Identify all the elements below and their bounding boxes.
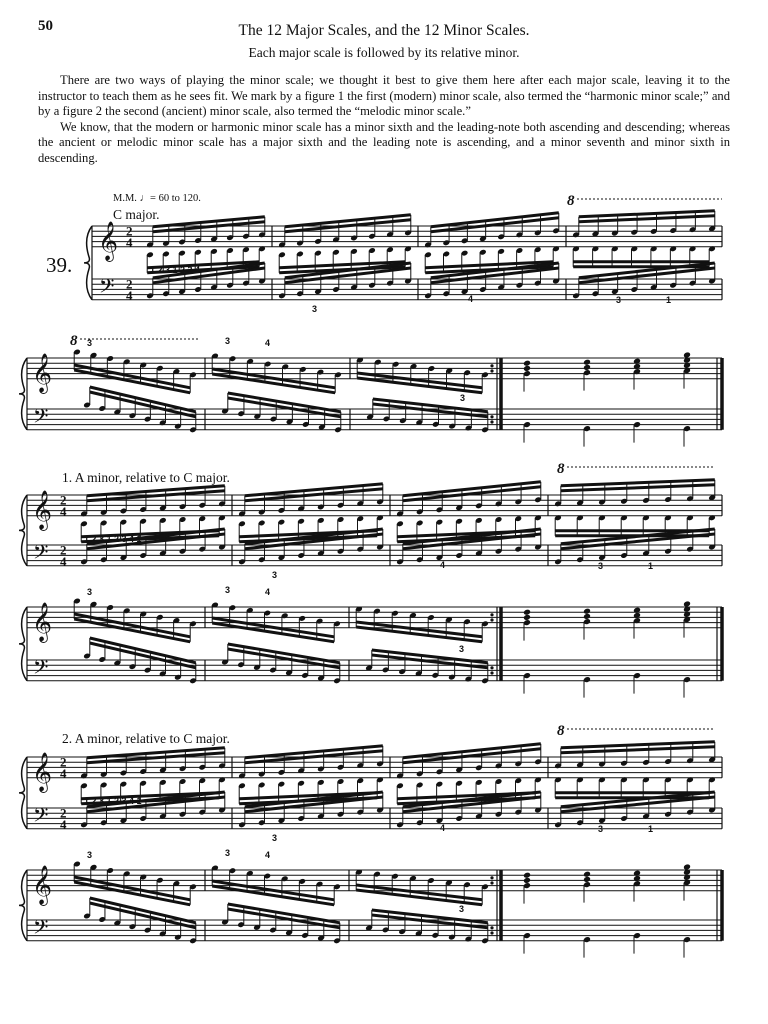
- brace: [19, 358, 27, 430]
- section-label-a-minor-harmonic: 1. A minor, relative to C major.: [62, 470, 230, 485]
- system-4-fingering: 3: [225, 585, 231, 595]
- system-4-fingering: 3: [459, 644, 465, 654]
- system-4-treble-run-beam: [212, 623, 334, 642]
- system-1-fingering: 1: [666, 294, 672, 305]
- system-2-fingering: 4: [265, 338, 271, 348]
- system-4-fingering: 4: [265, 587, 271, 597]
- bass-clef-icon: 𝄢: [33, 803, 49, 832]
- system-6-treble-chord-note: [583, 871, 591, 878]
- system-5-fingering: 3: [598, 823, 604, 834]
- time-signature-top: 2: [60, 805, 67, 821]
- system-6-treble-chord-note: [523, 872, 531, 879]
- system-5-fingering: 1 2 3 1 2 3 4 1: [84, 795, 142, 806]
- system-4-treble-chord-note: [583, 608, 591, 615]
- time-signature-bottom: 4: [60, 503, 67, 519]
- system-4-repeat-dot: [490, 613, 493, 616]
- system-2-treble-chord-note: [583, 359, 591, 366]
- bass-clef-icon: 𝄢: [33, 540, 49, 569]
- page-subtitle: Each major scale is followed by its relative minor.: [248, 45, 520, 60]
- system-4-repeat-dot: [490, 671, 493, 674]
- system-3-octave-mark: 8: [557, 461, 565, 477]
- time-signature-bottom: 4: [60, 765, 67, 781]
- system-5-fingering: 3: [272, 832, 278, 843]
- system-6-repeat-dot: [490, 926, 493, 929]
- treble-clef-icon: 𝄞: [32, 489, 53, 530]
- system-4-treble-chord-note: [523, 614, 531, 621]
- system-1-fingering: 4: [468, 293, 474, 304]
- exercise-number: 39.: [46, 253, 73, 277]
- system-6-bass-run-beam: [90, 903, 196, 928]
- treble-clef-icon: 𝄞: [32, 864, 53, 905]
- system-5-fingering: 4: [440, 822, 446, 833]
- time-signature-top: 2: [60, 754, 67, 770]
- time-signature-bottom: 4: [60, 816, 67, 832]
- time-signature-top: 2: [60, 492, 67, 508]
- system-6-repeat-dot: [490, 881, 493, 884]
- treble-clef-icon: 𝄞: [32, 751, 53, 792]
- system-5-fingering: 1: [648, 823, 654, 834]
- section-label-a-minor-melodic: 2. A minor, relative to C major.: [62, 731, 230, 746]
- time-signature-bottom: 4: [126, 287, 133, 303]
- system-2-treble-chord-note: [523, 365, 531, 372]
- bass-clef-icon: 𝄢: [33, 404, 49, 433]
- page-title: The 12 Major Scales, and the 12 Minor Scales.: [238, 22, 530, 39]
- brace: [19, 495, 27, 566]
- brace: [19, 757, 27, 829]
- system-1-octave-mark: 8: [567, 193, 575, 209]
- system-2-treble-chord-note: [523, 360, 531, 367]
- system-2-bass-run-beam: [90, 392, 196, 417]
- brace: [84, 226, 92, 300]
- system-6-treble-chord-note: [683, 864, 691, 871]
- system-2-repeat-dot: [490, 369, 493, 372]
- system-2-fingering: 3: [225, 336, 231, 346]
- system-3-fingering: 3: [598, 560, 604, 571]
- tempo-marking: M.M. ♩= 60 to 120.: [113, 193, 201, 204]
- system-3-fingering: 3: [272, 569, 278, 580]
- system-6-treble-run-beam: [212, 886, 334, 905]
- system-1-fingering: 1 2 3 1 2 3 4: [150, 264, 201, 275]
- system-4-treble-chord-note: [683, 601, 691, 608]
- system-4-bass-run-beam: [90, 638, 196, 663]
- treble-clef-icon: 𝄞: [32, 352, 53, 393]
- time-signature-top: 2: [126, 223, 133, 239]
- system-3-fingering: 1: [648, 560, 654, 571]
- system-2-repeat-dot: [490, 415, 493, 418]
- bass-clef-icon: 𝄢: [33, 915, 49, 944]
- system-5-octave-mark: 8: [557, 723, 565, 739]
- system-4-treble-chord-note: [583, 613, 591, 620]
- system-6-repeat-dot: [490, 931, 493, 934]
- system-6-treble-chord-note: [583, 876, 591, 883]
- intro-paragraph-1: There are two ways of playing the minor scale; we thought it best to give them here after each major scale, leaving it to the instructor to teach them as he sees fit. We mark by a figure 1 the first (modern) minor scale, also termed the “harmonic minor scale;” and by a figure 2 the second (ancient) minor scale, also termed the “melodic minor scale.”: [38, 73, 730, 119]
- system-6-fingering: 3: [459, 904, 465, 914]
- system-1-fingering: 3: [312, 303, 318, 314]
- brace: [19, 870, 27, 941]
- time-signature-bottom: 4: [60, 553, 67, 569]
- system-2-fingering: 3: [87, 338, 93, 348]
- system-2-octave-mark: 8: [70, 333, 78, 349]
- system-2-repeat-dot: [490, 420, 493, 423]
- system-2-fingering: 3: [460, 393, 466, 403]
- treble-clef-icon: 𝄞: [98, 220, 119, 261]
- time-signature-bottom: 4: [126, 234, 133, 250]
- time-signature-top: 2: [126, 276, 133, 292]
- system-4-repeat-dot: [490, 618, 493, 621]
- system-4-treble-chord-note: [523, 609, 531, 616]
- system-3-fingering: 1 2 3 1 2 3 4 1: [84, 533, 142, 544]
- system-2-treble-chord-note: [583, 364, 591, 371]
- system-4-bass-run-beam: [90, 643, 196, 668]
- system-6-fingering: 3: [87, 850, 93, 860]
- system-3-fingering: 4: [440, 559, 446, 570]
- bass-clef-icon: 𝄢: [33, 655, 49, 684]
- system-2-repeat-dot: [490, 364, 493, 367]
- system-4-repeat-dot: [490, 666, 493, 669]
- system-6-fingering: 4: [265, 850, 271, 860]
- system-4-fingering: 3: [87, 587, 93, 597]
- system-1-fingering: 3: [616, 294, 622, 305]
- system-6-repeat-dot: [490, 876, 493, 879]
- brace: [19, 607, 27, 681]
- section-label-c-major: C major.: [113, 207, 160, 222]
- system-6-treble-chord-note: [523, 877, 531, 884]
- treble-clef-icon: 𝄞: [32, 601, 53, 642]
- page-number: 50: [38, 18, 53, 34]
- system-2-treble-chord-note: [683, 352, 691, 359]
- bass-clef-icon: 𝄢: [99, 274, 115, 303]
- intro-paragraph-2: We know, that the modern or harmonic minor scale has a minor sixth and the leading-note both ascending and descending; whereas the ancient or melodic minor scale has a major sixth and the leading note is ascending, and a minor seventh and minor sixth in descending.: [38, 119, 730, 165]
- time-signature-top: 2: [60, 542, 67, 558]
- system-6-fingering: 3: [225, 848, 231, 858]
- system-2-treble-run-beam: [212, 374, 335, 393]
